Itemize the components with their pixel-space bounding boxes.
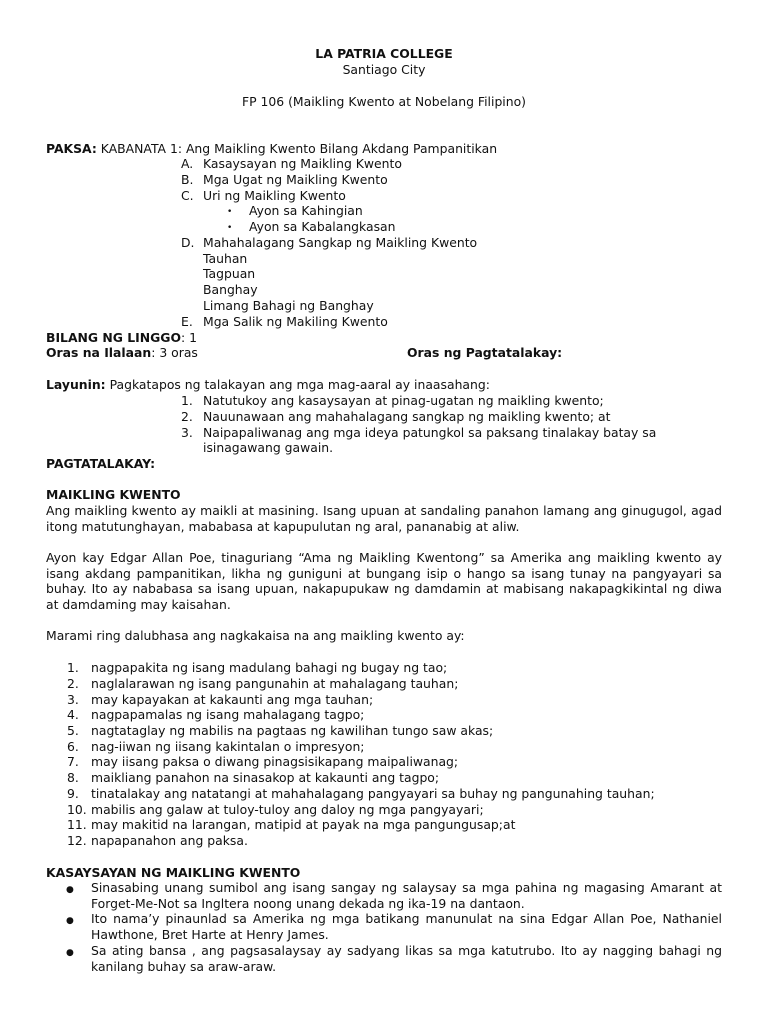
list-marker: 6.	[67, 739, 79, 754]
bullet-icon: ●	[66, 885, 74, 895]
paksa-item: Mga Ugat ng Maikling Kwento	[203, 172, 388, 187]
layunin-line	[46, 377, 490, 393]
linggo-value: : 1	[181, 330, 197, 345]
bullet-icon: ●	[66, 948, 74, 958]
paksa-subitem: Banghay	[203, 282, 258, 297]
kasaysayan-item: Ito nama’y pinaunlad sa Amerika ng mga batikang manunulat na sina Edgar Allan Poe, Nathaniel Hawthone, Bret Harte at Henry James.	[91, 911, 722, 942]
list-item: nagpapakita ng isang madulang bahagi ng bugay ng tao;	[91, 660, 448, 675]
course-title: FP 106 (Maikling Kwento at Nobelang Filipino)	[241, 94, 527, 109]
paksa-text: KABANATA 1: Ang Maikling Kwento Bilang Akdang Pampanitikan	[100, 141, 498, 156]
list-item: tinatalakay ang natatangi at mahahalagang pangyayari sa buhay ng pangunahing tauhan;	[91, 786, 655, 801]
paksa-item: Mahahalagang Sangkap ng Maikling Kwento	[203, 235, 478, 250]
bullet-icon: •	[227, 223, 233, 233]
list-marker: 12.	[67, 833, 87, 848]
paksa-subitem: Tauhan	[203, 251, 248, 266]
list-item: mabilis ang galaw at tuloy-tuloy ang daloy ng mga pangyayari;	[91, 802, 484, 817]
maikling-heading: MAIKLING KWENTO	[46, 487, 181, 502]
list-marker: 7.	[67, 754, 79, 769]
bullet-icon: ●	[66, 916, 74, 926]
list-marker: 9.	[67, 786, 79, 801]
school-name: LA PATRIA COLLEGE	[315, 46, 453, 61]
paksa-subitem: Limang Bahagi ng Banghay	[203, 298, 374, 313]
list-marker: 3.	[67, 692, 79, 707]
paksa-marker: D.	[181, 235, 195, 250]
list-marker: 8.	[67, 770, 79, 785]
list-item: may kapayakan at kakaunti ang mga tauhan;	[91, 692, 374, 707]
paksa-marker: E.	[181, 314, 193, 329]
list-item: maikliang panahon na sinasakop at kakaunti ang tagpo;	[91, 770, 440, 785]
paksa-marker: A.	[181, 156, 194, 171]
kasaysayan-item: Sinasabing unang sumibol ang isang sangay ng salaysay sa mga pahina ng magasing Amarant at Forget-Me-Not sa Ingltera noong unang dekada ng ika-19 na dantaon.	[91, 880, 722, 911]
oras-line	[46, 345, 198, 361]
layunin-item: isinagawang gawain.	[203, 440, 334, 455]
pagtatalakay-heading: PAGTATALAKAY:	[46, 456, 156, 471]
paksa-subitem: Ayon sa Kahingian	[249, 203, 363, 218]
pagtatalakay-time-label: Oras ng Pagtatalakay:	[407, 345, 563, 360]
layunin-item: Naipapaliwanag ang mga ideya patungkol sa paksang tinalakay batay sa	[203, 425, 657, 440]
layunin-marker: 1.	[181, 393, 193, 408]
oras-value: : 3 oras	[151, 345, 198, 360]
list-item: may makitid na larangan, matipid at payak na mga pangungusap;at	[91, 817, 516, 832]
layunin-marker: 2.	[181, 409, 193, 424]
paksa-item: Uri ng Maikling Kwento	[203, 188, 346, 203]
paksa-item: Kasaysayan ng Maikling Kwento	[203, 156, 402, 171]
layunin-item: Nauunawaan ang mahahalagang sangkap ng maikling kwento; at	[203, 409, 611, 424]
list-marker: 2.	[67, 676, 79, 691]
bullet-icon: •	[227, 207, 233, 217]
paksa-marker: C.	[181, 188, 194, 203]
paksa-marker: B.	[181, 172, 194, 187]
kasaysayan-item: Sa ating bansa , ang pagsasalaysay ay sadyang likas sa mga katutrubo. Ito ay nagging bahagi ng kanilang buhay sa araw-araw.	[91, 943, 722, 974]
paksa-label: PAKSA:	[46, 141, 97, 156]
list-item: nagpapamalas ng isang mahalagang tagpo;	[91, 707, 365, 722]
layunin-item: Natutukoy ang kasaysayan at pinag-ugatan ng maikling kwento;	[203, 393, 604, 408]
paksa-line	[46, 141, 497, 157]
list-item: nagtataglay ng mabilis na pagtaas ng kawilihan tungo saw akas;	[91, 723, 494, 738]
maikling-paragraph-2: Ayon kay Edgar Allan Poe, tinaguriang “Ama ng Maikling Kwentong” sa Amerika ang maikling kwento ay isang akdang pampanitikan, likha ng guniguni at bungang isip o hango sa isang tunay na pangyayari sa buhay. Ito ay nababasa sa isang upuan, nakapupukaw ng damdamin at mabisang nakapagkikintal ng diwa at damdaming may kaisahan.	[46, 550, 722, 613]
list-item: nag-iiwan ng iisang kakintalan o impresyon;	[91, 739, 365, 754]
list-marker: 11.	[67, 817, 87, 832]
maikling-paragraph-1: Ang maikling kwento ay maikli at masining. Isang upuan at sandaling panahon lamang ang ginugugol, agad itong matutunghayan, mababasa at kapupulutan ng aral, pananabig at aliw.	[46, 503, 722, 534]
paksa-subitem: Tagpuan	[203, 266, 256, 281]
list-item: naglalarawan ng isang pangunahin at mahalagang tauhan;	[91, 676, 459, 691]
linggo-line	[46, 330, 197, 346]
list-marker: 5.	[67, 723, 79, 738]
list-marker: 10.	[67, 802, 87, 817]
layunin-marker: 3.	[181, 425, 193, 440]
list-item: napapanahon ang paksa.	[91, 833, 248, 848]
layunin-text: Pagkatapos ng talakayan ang mga mag-aaral ay inaasahang:	[109, 377, 490, 392]
oras-label: Oras na Ilalaan	[46, 345, 152, 360]
maikling-paragraph-3: Marami ring dalubhasa ang nagkakaisa na ang maikling kwento ay:	[46, 628, 465, 643]
list-marker: 4.	[67, 707, 79, 722]
paksa-item: Mga Salik ng Makiling Kwento	[203, 314, 388, 329]
linggo-label: BILANG NG LINGGO	[46, 330, 181, 345]
school-city: Santiago City	[342, 62, 426, 77]
paksa-subitem: Ayon sa Kabalangkasan	[249, 219, 396, 234]
list-item: may iisang paksa o diwang pinagsisikapang maipaliwanag;	[91, 754, 459, 769]
list-marker: 1.	[67, 660, 79, 675]
layunin-label: Layunin:	[46, 377, 106, 392]
kasaysayan-heading: KASAYSAYAN NG MAIKLING KWENTO	[46, 865, 301, 880]
